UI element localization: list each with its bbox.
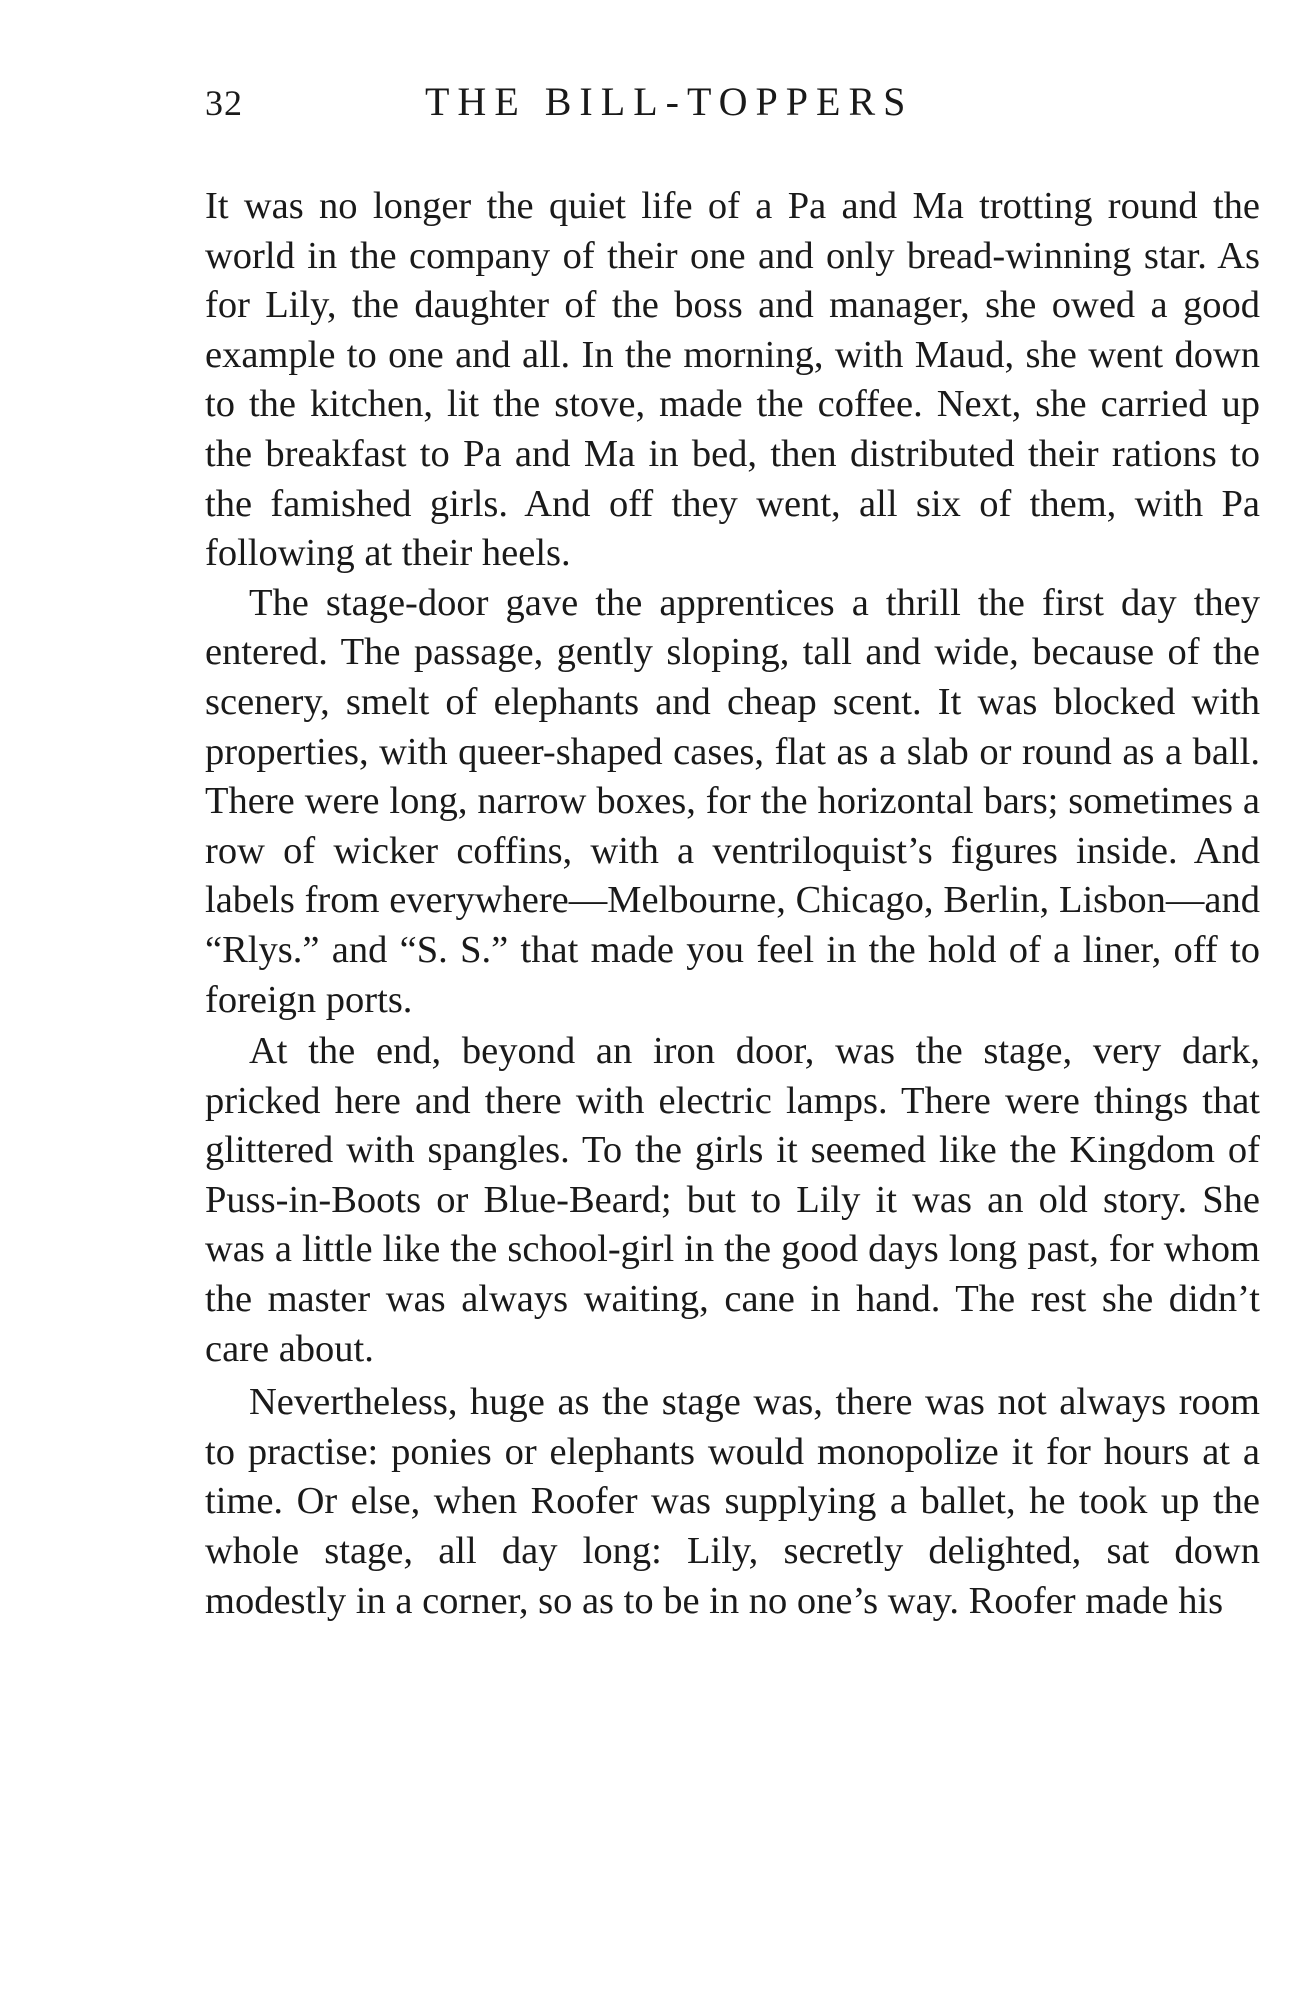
running-head [205, 79, 1055, 142]
paragraph-1: It was no longer the quiet life of a Pa and Ma trotting round the world in the company of their one and only bread-winning star. As for Lily, the daughter of the boss and manager, she owed a good example to one and all. In the morning, with Maud, she went down to the kitchen, lit the stove, made the coffee. Next, she carried up the breakfast to Pa and Ma in bed, then distributed their rations to the famished girls. And off they went, all six of them, with Pa following at their heels. [205, 185, 1260, 575]
paragraph-3: At the end, beyond an iron door, was the stage, very dark, pricked here and there with electric lamps. There were things that glittered with spangles. To the girls it seemed like the Kingdom of Puss-in-Boots or Blue-Beard; but to Lily it was an old story. She was a little like the school-girl in the good days long past, for whom the master was always waiting, cane in hand. The rest she didn’t care about. [205, 1030, 1260, 1370]
paragraph-4: Nevertheless, huge as the stage was, there was not always room to practise: ponies or elephants would monopolize it for hours at a time. Or else, when Roofer was supplying a ballet, he took up the whole stage, all day long: Lily, secretly delighted, sat down modestly in a corner, so as to be in no one’s way. Roofer made his [205, 1381, 1260, 1622]
book-title: THE BILL-TOPPERS [425, 79, 914, 124]
page-number: 32 [205, 83, 243, 123]
body-text [205, 182, 1260, 1626]
paragraph-2: The stage-door gave the apprentices a thrill the first day they entered. The passage, gently sloping, tall and wide, because of the scenery, smelt of elephants and cheap scent. It was blocked with properties, with queer-shaped cases, flat as a slab or round as a ball. There were long, narrow boxes, for the horizontal bars; sometimes a row of wicker coffins, with a ventriloquist’s figures inside. And labels from everywhere—Melbourne, Chicago, Berlin, Lisbon—and “Rlys.” and “S. S.” that made you feel in the hold of a liner, off to foreign ports. [205, 581, 1260, 1021]
